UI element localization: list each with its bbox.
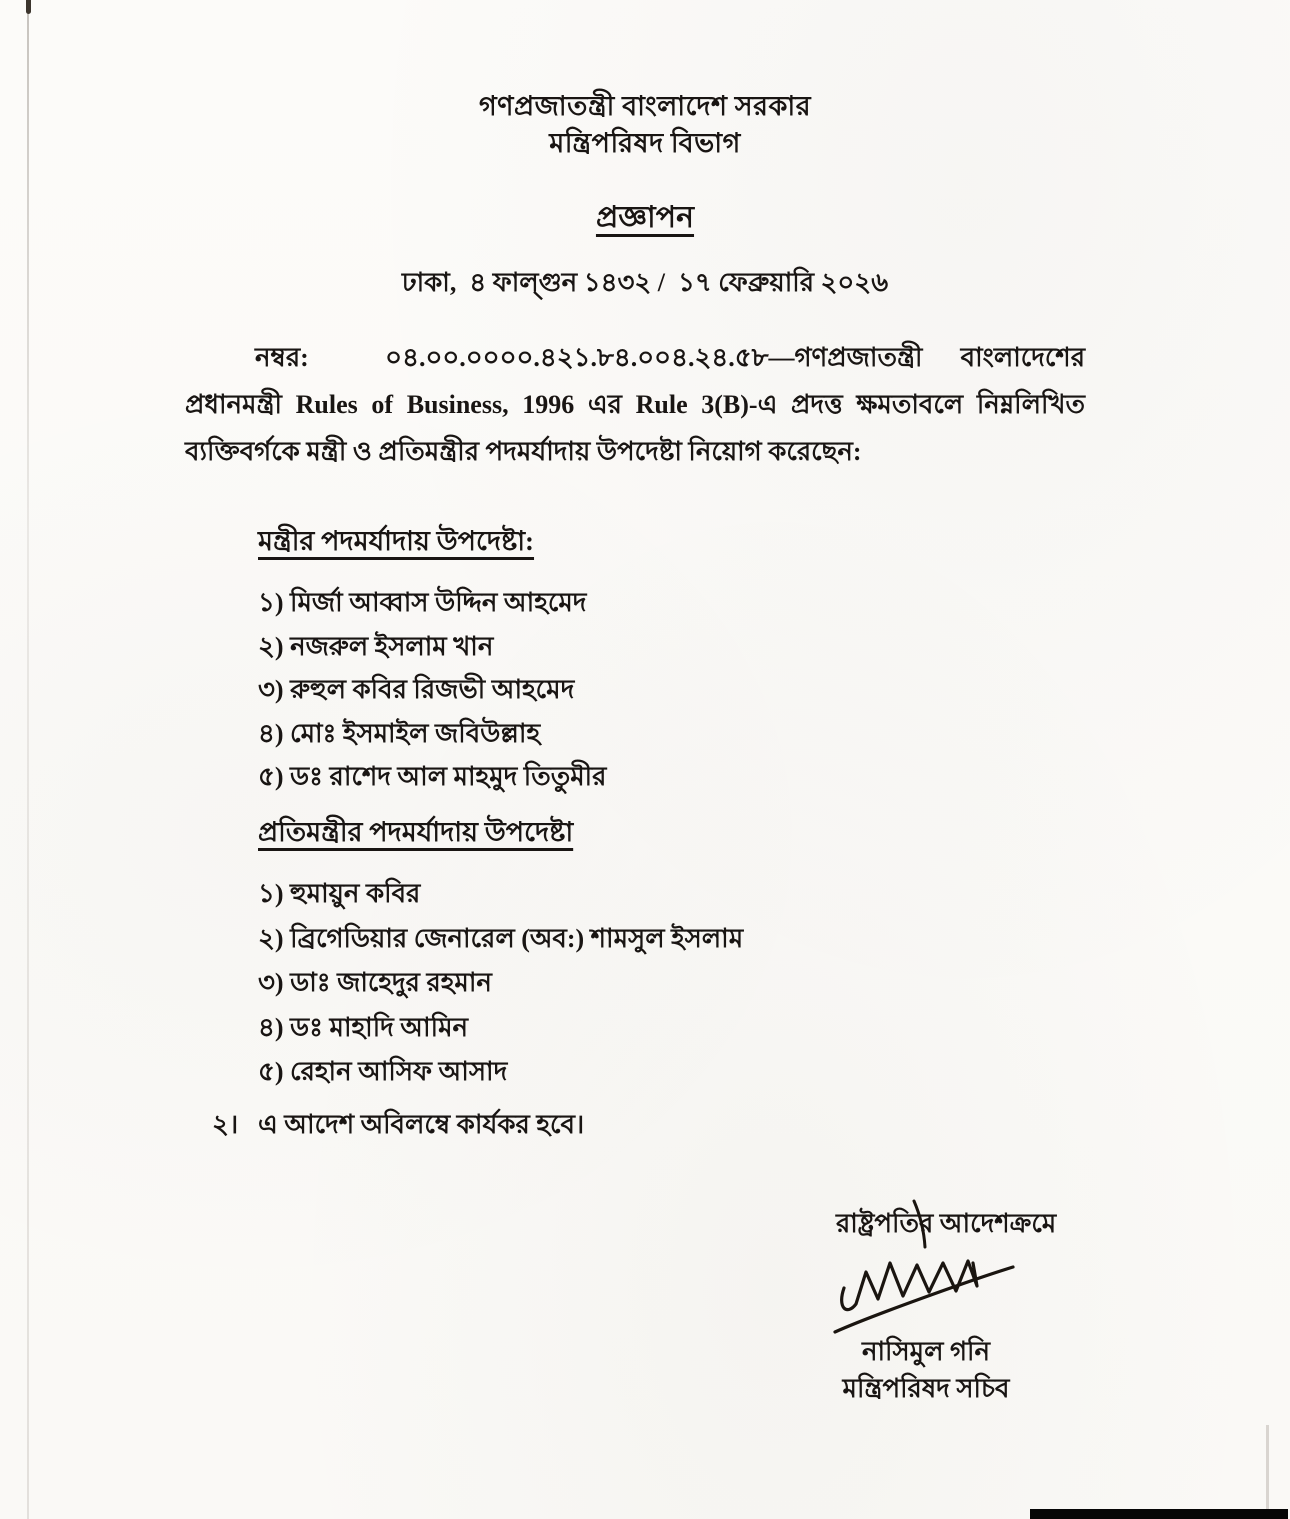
order-text: এ আদেশ অবিলম্বে কার্যকর হবে। <box>258 1110 585 1139</box>
notification-title-row <box>0 193 1290 244</box>
redaction-bar <box>1030 1509 1288 1519</box>
minister-list-item: ৪) মোঃ ইসমাইল জবিউল্লাহ <box>258 718 541 748</box>
state-minister-list <box>258 872 743 1095</box>
state-minister-list-item: ৩) ডাঃ জাহেদুর রহমান <box>258 968 492 997</box>
minister-list-item: ২) নজরুল ইসলাম খান <box>258 631 494 661</box>
signer-title: মন্ত্রিপরিষদ সচিব <box>842 1374 1010 1403</box>
notification-title: প্রজ্ঞাপন <box>595 201 695 234</box>
government-name: গণপ্রজাতন্ত্রী বাংলাদেশ সরকার <box>478 91 812 121</box>
signature-scribble <box>828 1195 1028 1340</box>
scan-right-edge-artifact <box>1266 1425 1269 1519</box>
order-number: ২। <box>212 1110 239 1139</box>
state-minister-section-heading: প্রতিমন্ত্রীর পদমর্যাদায় উপদেষ্টা <box>258 817 574 847</box>
state-minister-list-item: ৫) রেহান আসিফ আসাদ <box>258 1057 508 1086</box>
state-minister-list-item: ৪) ডঃ মাহাদি আমিন <box>258 1012 469 1042</box>
order-line <box>212 1104 584 1148</box>
memo-paragraph: নম্বর: ০৪.০০.০০০০.৪২১.৮৪.০০৪.২৪.৫৮—গণপ্রজাতন্ত্রী বাংলাদেশের প্রধানমন্ত্রী Rules of Business, 1996 এর Rule 3(B)-এ প্রদত্ত ক্ষমতাবলে নিম্নলিখিত ব্যক্তিবর্গকে মন্ত্রী ও প্রতিমন্ত্রীর পদমর্যাদায় উপদেষ্টা নিয়োগ করেছেন: <box>185 343 1092 466</box>
minister-list-item: ১) মির্জা আব্বাস উদ্দিন আহমেদ <box>258 588 587 617</box>
minister-list-item: ৫) ডঃ রাশেদ আল মাহমুদ তিতুমীর <box>258 762 607 791</box>
scan-top-left-mark <box>26 0 31 14</box>
state-minister-list-item: ১) হুমায়ুন কবির <box>258 879 421 908</box>
state-minister-section-heading-row <box>258 812 573 857</box>
division-name: মন্ত্রিপরিষদ বিভাগ <box>549 128 741 158</box>
minister-list-item: ৩) রুহুল কবির রিজভী আহমেদ <box>258 675 575 704</box>
minister-section-heading: মন্ত্রীর পদমর্যাদায় উপদেষ্টা: <box>258 526 535 556</box>
by-order-text: রাষ্ট্রপতির আদেশক্রমে <box>836 1209 1057 1238</box>
state-minister-list-item: ২) ব্রিগেডিয়ার জেনারেল (অব:) শামসুল ইসলাম <box>258 923 744 953</box>
minister-list <box>258 581 606 799</box>
dateline: ঢাকা, ৪ ফাল্গুন ১৪৩২ / ১৭ ফেব্রুয়ারি ২০২৬ <box>401 268 889 297</box>
signer-name: নাসিমুল গনি <box>862 1337 990 1366</box>
minister-section-heading-row <box>258 521 534 566</box>
